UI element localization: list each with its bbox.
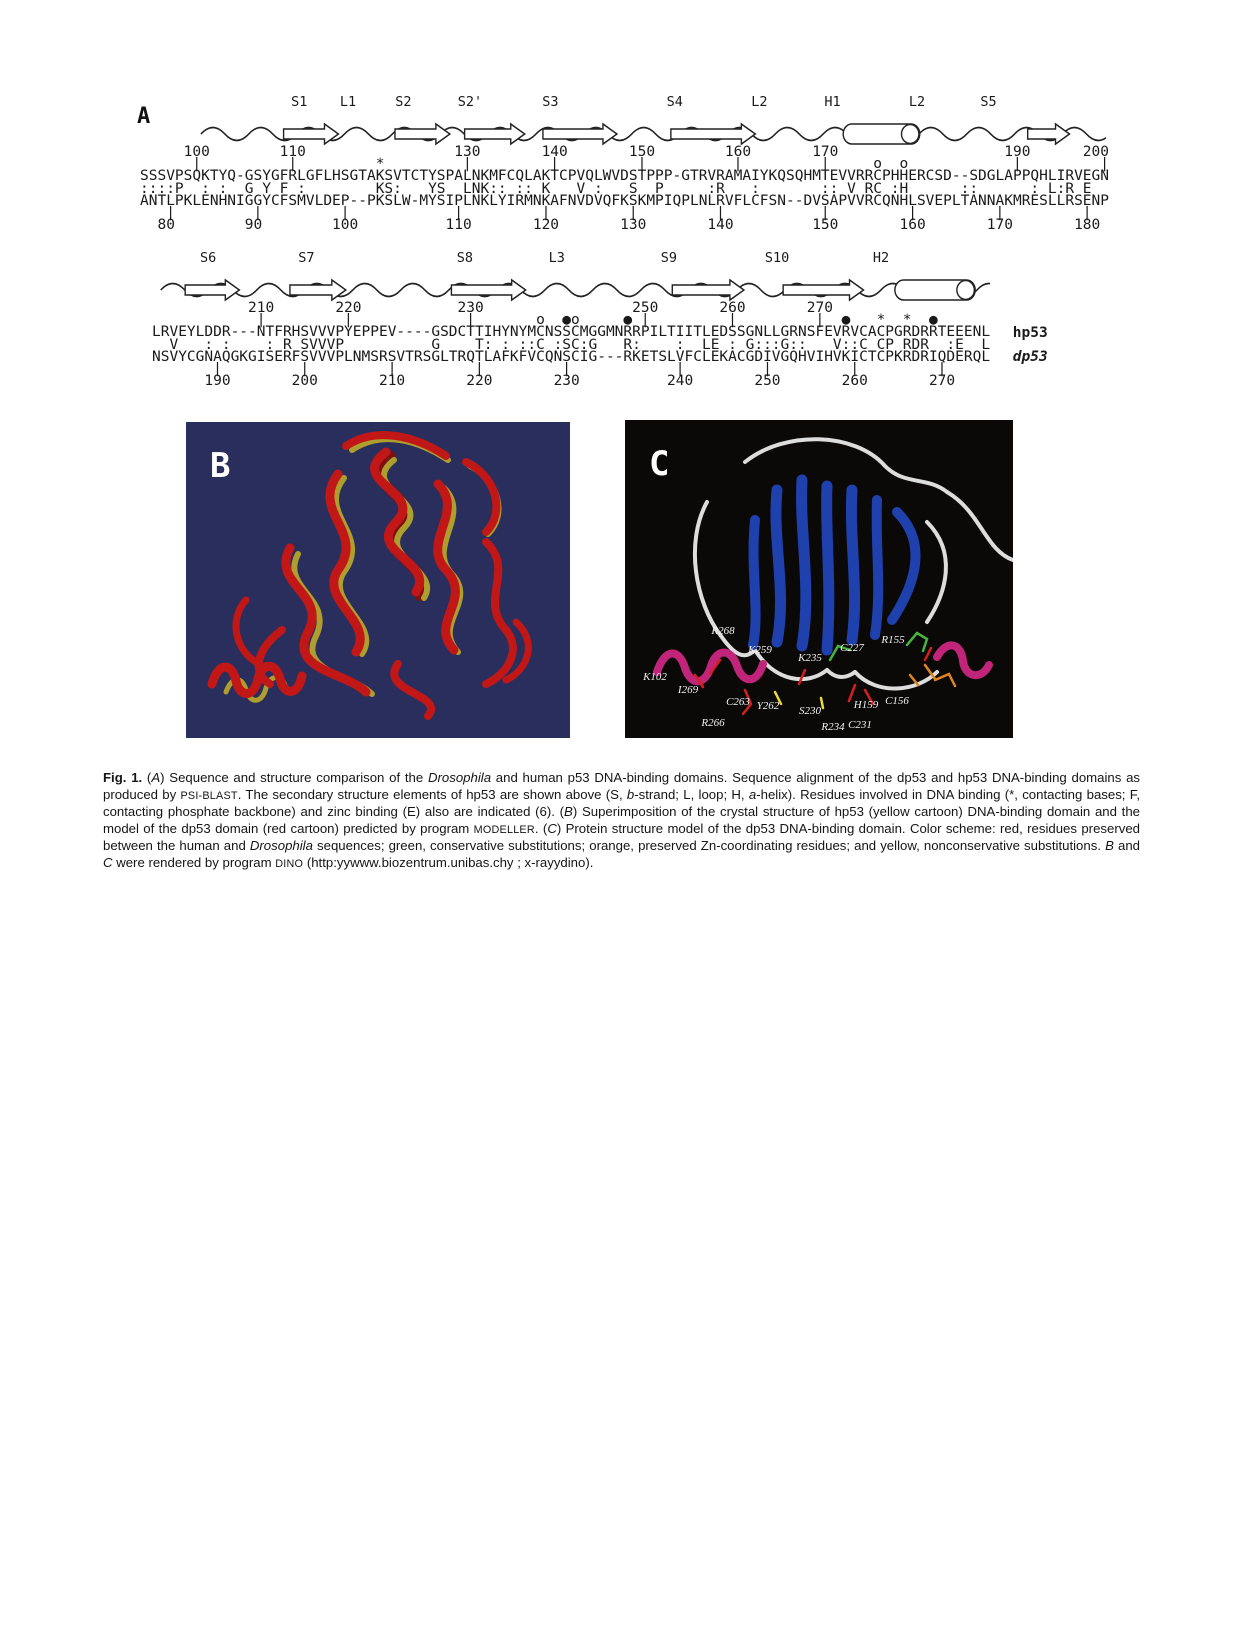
panel-b-letter: B <box>210 446 231 486</box>
residue-label-s230: S230 <box>799 705 821 717</box>
residue-label-y262: Y262 <box>756 700 780 712</box>
alignment-block-2 <box>152 250 1118 390</box>
ruler-bottom-1: 80 90 100 110 120 130 140 150 160 170 180 <box>140 217 1110 234</box>
secondary-structure-row-2 <box>152 252 1118 302</box>
residue-label-k235: K235 <box>798 652 822 664</box>
residue-label-c263: C263 <box>726 696 750 708</box>
marks-top-2: | | | o ●o ● | | | ● * * ● <box>152 312 991 329</box>
ss-label-l2a: L2 <box>751 94 768 110</box>
ss-label-s3: S3 <box>542 94 559 110</box>
secondary-structure-cartoon-1 <box>140 108 1106 148</box>
residue-label-r268: R268 <box>711 625 735 637</box>
helix-cap-h2 <box>957 281 974 300</box>
residue-label-k102: K102 <box>643 671 667 683</box>
panel-c-model-image <box>625 420 1013 738</box>
residue-label-i269: I269 <box>677 684 699 696</box>
ribbon-superposition-drawing <box>186 422 570 738</box>
residue-label-c156: C156 <box>885 695 909 707</box>
caption-fig-label: Fig. 1. <box>103 770 143 785</box>
ss-label-s7: S7 <box>298 250 315 266</box>
strand-arrow-s6 <box>185 280 239 300</box>
ss-label-s9: S9 <box>660 250 678 266</box>
marks-bottom-2: | | | | | | | | | <box>152 360 991 377</box>
residue-label-r266: R266 <box>701 717 725 729</box>
ruler-top-2: 210 220 230 250 260 270 <box>152 300 991 316</box>
residue-label-r155: R155 <box>881 634 905 646</box>
residue-label-h159: H159 <box>853 699 879 711</box>
match-line-1: ::::P : : G Y F : KS: YS LNK:: :: K V : S P :R : :: V RC :H :: : L:R E <box>140 180 1110 197</box>
strand-arrow-s9 <box>672 280 744 300</box>
ss-label-l1: L1 <box>339 94 357 110</box>
hp53-row-label: hp53 <box>1012 325 1048 341</box>
ss-label-s8: S8 <box>456 250 474 266</box>
alignment-block-1 <box>140 94 1110 234</box>
ruler-bottom-2: 190 200 210 220 230 240 250 260 270 <box>152 373 991 390</box>
panel-a-label: A <box>137 104 151 129</box>
secondary-structure-cartoon-2 <box>152 264 990 304</box>
match-line-2: V : : : R SVVVP G T: : ::C :SC:G R: : LE : G:::G:: V::C CP RDR :E L <box>152 336 991 353</box>
dp53-sequence-1: ANTLPKLENHNIGGYCFSMVLDEP--PKSLW-MYSIPLNKLYIRMNKAFNVDVQFKSKMPIQPLNLRVFLCFSN--DVSAPVVRCQNHLSVEPLTANNAKMRESLLRSENP <box>140 192 1110 209</box>
marks-bottom-1: | | | | | | | | | | | <box>140 204 1110 221</box>
ss-label-l3: L3 <box>548 250 565 266</box>
residue-label-c231: C231 <box>848 719 872 731</box>
ss-label-h1: H1 <box>824 94 841 110</box>
ss-label-h2: H2 <box>872 250 890 266</box>
panel-b-superposition-image <box>186 422 570 738</box>
ss-label-s10: S10 <box>764 250 790 266</box>
dp53-sequence-2: NSVYCGNAQGKGISERFSVVVPLNMSRSVTRSGLTRQTLAFKFVCQNSCIG---RKETSLVFCLEKACGDIVGQHVIHVKICTCPKRDRIQDERQL <box>152 348 991 365</box>
ss-label-s2p: S2' <box>457 94 483 110</box>
ss-label-s4: S4 <box>666 94 683 110</box>
residue-label-c227: C227 <box>840 642 864 654</box>
marks-top-1: | | * | | | | | o o | | <box>140 156 1110 173</box>
dp53-row-label: dp53 <box>1012 349 1048 365</box>
secondary-structure-row-1 <box>140 96 1106 146</box>
panel-c-letter: C <box>649 444 670 484</box>
hp53-sequence-2: LRVEYLDDR---NTFRHSVVVPYEPPEV----GSDCTTIHYNYMCNSSCMGGMNRRPILTIITLEDSSGNLLGRNSFEVRVCACPGRDRRTEEENL <box>152 324 991 341</box>
figure-caption: Fig. 1. (A) Sequence and structure comparison of the Drosophila and human p53 DNA-binding domains. Sequence alignment of the dp53 and hp53 DNA-binding domains as produced by PSI-BLAST. The secondary structure elements of hp53 are shown above (S, b-strand; L, loop; H, a-helix). Residues involved in DNA binding (*, contacting bases; F, contacting phosphate backbone) and zinc binding (E) also are indicated (6). (B) Superimposition of the crystal structure of hp53 (yellow cartoon) DNA-binding domain and the model of the dp53 domain (red cartoon) predicted by program MODELLER. (C) Protein structure model of the dp53 DNA-binding domain. Color scheme: red, residues preserved between the human and Drosophila sequences; green, conservative substitutions; orange, preserved Zn-coordinating residues; and yellow, nonconservative substitutions. B and C were rendered by program DINO (http:yywww.biozentrum.unibas.chy ; x-rayydino). <box>103 770 1141 870</box>
strand-arrow-s3 <box>543 124 617 144</box>
ss-label-s2: S2 <box>395 94 412 110</box>
ruler-top-1: 100 110 130 140 150 160 170 190 200 <box>140 144 1110 160</box>
ss-label-s6: S6 <box>199 250 217 266</box>
helix-cap-h1 <box>901 125 918 144</box>
ss-label-s5: S5 <box>980 94 997 110</box>
ss-label-s1: S1 <box>291 94 308 110</box>
residue-label-r234: R234 <box>821 721 845 733</box>
hp53-sequence-1: SSSVPSQKTYQ-GSYGFRLGFLHSGTAKSVTCTYSPALNKMFCQLAKTCPVQLWVDSTPPP-GTRVRAMAIYKQSQHMTEVVRRCPHHERCSD--SDGLAPPQHLIRVEGN <box>140 168 1110 185</box>
loop-wave-line <box>161 284 990 297</box>
ss-label-l2b: L2 <box>908 94 926 110</box>
residue-label-k259: K259 <box>748 644 772 656</box>
